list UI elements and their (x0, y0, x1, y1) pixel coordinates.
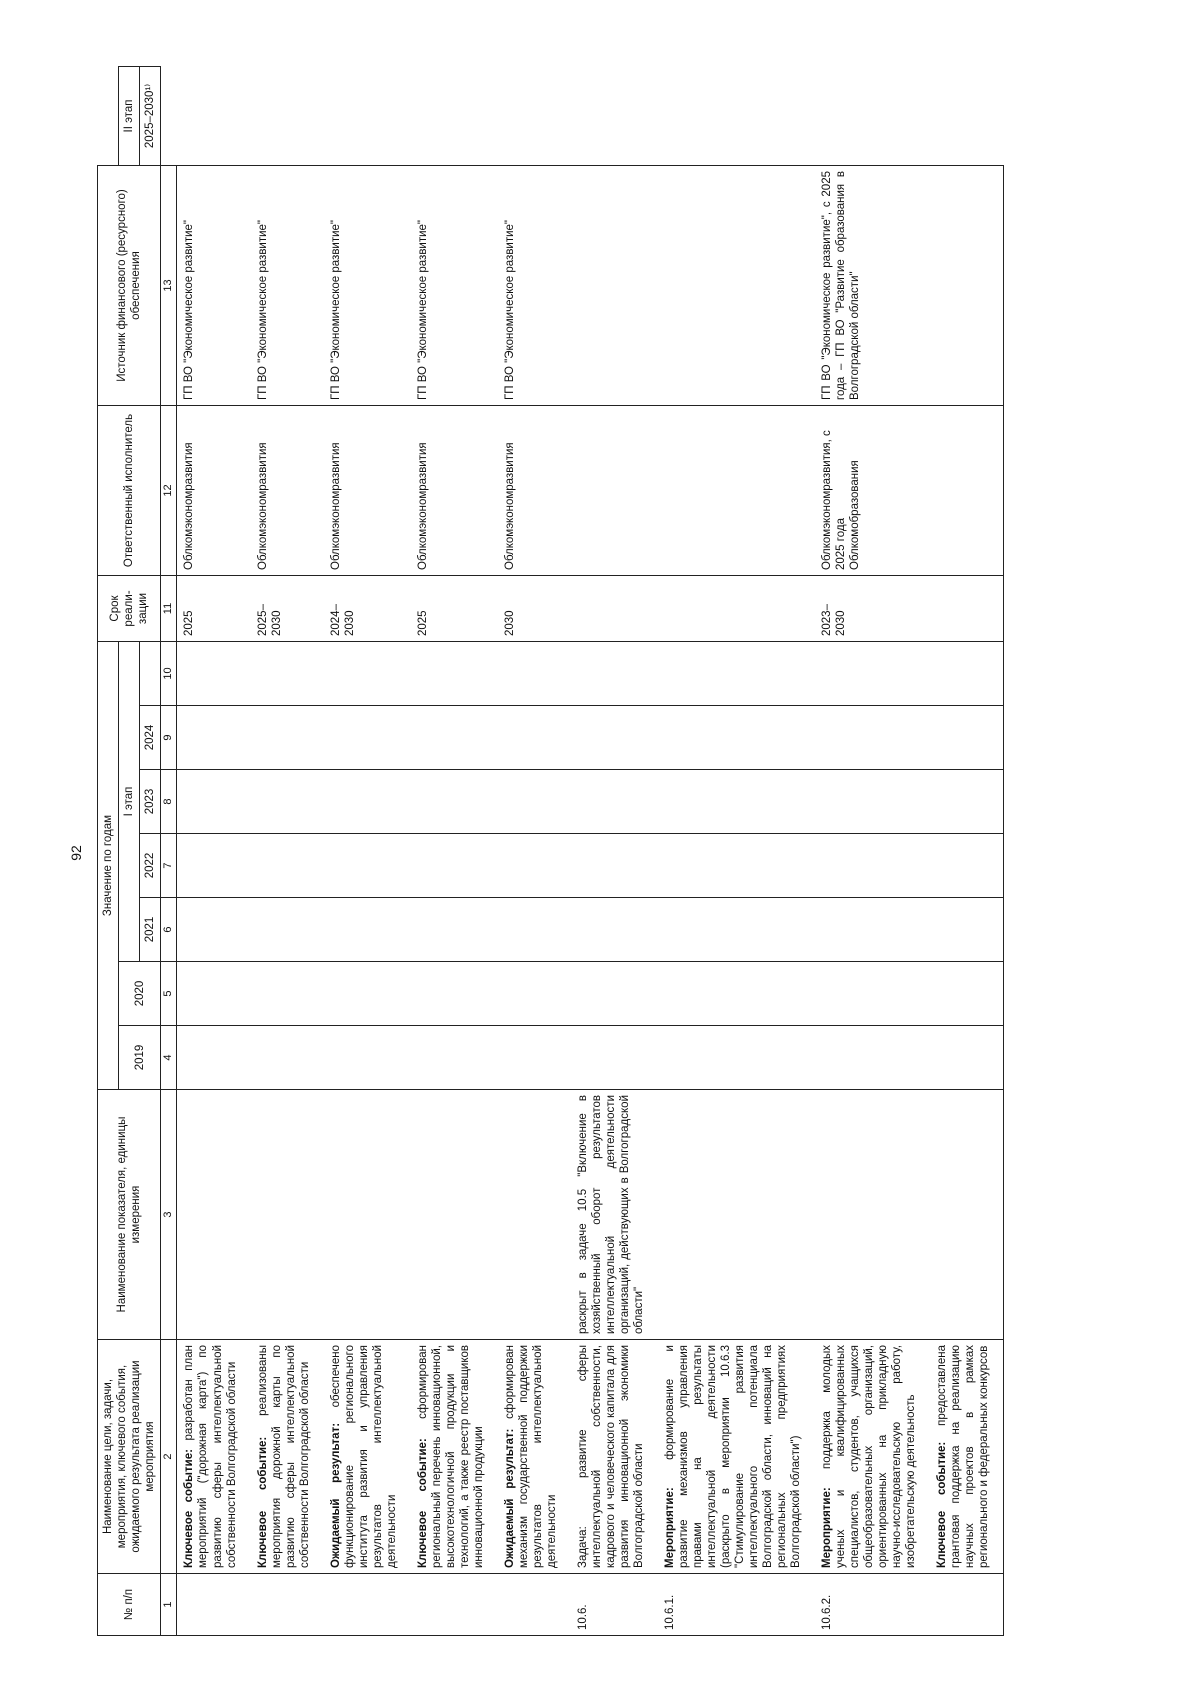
column-number: 10 (161, 642, 177, 706)
table-row (411, 67, 498, 1636)
row-term: 2024–2030 (324, 576, 411, 642)
row-description (658, 1340, 815, 1574)
row-label: Ключевое событие: (936, 1441, 949, 1568)
header-name: Наименование цели, задачи, мероприятия, ключевого события, ожидаемого результата реализации мероприятия (98, 1340, 161, 1574)
value-cell (498, 834, 571, 898)
value-cell (411, 642, 498, 706)
row-number (251, 1574, 324, 1636)
row-description (177, 1340, 251, 1574)
value-cell (324, 962, 411, 1026)
row-label: Ключевое событие: (416, 1438, 429, 1568)
value-cell (658, 1026, 815, 1090)
table-header (98, 67, 177, 1636)
row-description (815, 1340, 930, 1574)
value-cell (324, 1026, 411, 1090)
value-cell (324, 898, 411, 962)
value-cell (571, 642, 658, 706)
header-number: № п/п (98, 1574, 161, 1636)
header-year-2021: 2021 (140, 898, 161, 962)
value-cell (658, 834, 815, 898)
header-source: Источник финансового (ресурсного) обеспечения (98, 166, 161, 406)
value-cell (815, 642, 930, 706)
row-text: обеспечено функционирование регионального института развития и управления результатов интеллектуальной деятельности (329, 1345, 398, 1568)
row-executor (658, 406, 815, 576)
value-cell (177, 706, 251, 770)
row-term (658, 576, 815, 642)
row-text: формирование и развитие механизмов управления правами на результаты интеллектуальной деятельности (раскрыто в мероприятии 10.6.3 "Стимулирование развития интеллектуального потенциала Волгоградской области, инноваций на региональных предприятиях Волгоградской области") (663, 1345, 803, 1568)
value-cell (930, 642, 1004, 706)
table-body (177, 67, 1004, 1636)
value-cell (498, 898, 571, 962)
column-number: 6 (161, 898, 177, 962)
row-indicator (498, 1090, 571, 1340)
row-number (177, 1574, 251, 1636)
header-year-2023: 2023 (140, 770, 161, 834)
value-cell (498, 770, 571, 834)
row-text: Задача: развитие сферы интеллектуальной собственности, кадрового и человеческого капитала для развития инновационной экономики Волгоградской области (576, 1345, 645, 1568)
value-cell (324, 834, 411, 898)
row-label: Мероприятие: (821, 1487, 834, 1568)
column-number: 5 (161, 962, 177, 1026)
row-indicator (411, 1090, 498, 1340)
value-cell (815, 1026, 930, 1090)
value-cell (815, 706, 930, 770)
value-cell (251, 898, 324, 962)
row-source: ГП ВО "Экономическое развитие" (411, 166, 498, 406)
value-cell (498, 642, 571, 706)
row-source: ГП ВО "Экономическое развитие" (498, 166, 571, 406)
row-text: сформирован механизм государственной поддержки результатов интеллектуальной деятельности (503, 1344, 558, 1568)
row-label: Ключевое событие: (256, 1436, 269, 1568)
value-cell (251, 834, 324, 898)
header-values-group: Значение по годам (98, 642, 119, 1090)
value-cell (177, 770, 251, 834)
value-cell (930, 962, 1004, 1026)
row-term: 2023–2030 (815, 576, 930, 642)
table-row (930, 67, 1004, 1636)
row-text: реализованы мероприятия дорожной карты по развитию сферы интеллектуальной собственности Волгоградской области (256, 1345, 311, 1568)
value-cell (930, 1026, 1004, 1090)
row-text: сформирован региональный перечень инновационной, высокотехнологичной продукции и технологий, а также реестр поставщиков инновационной продукции (416, 1345, 485, 1568)
row-number: 10.6.2. (815, 1574, 930, 1636)
row-number (498, 1574, 571, 1636)
row-source: ГП ВО "Экономическое развитие", с 2025 года – ГП ВО "Развитие образования в Волгоградской области" (815, 166, 930, 406)
row-source: ГП ВО "Экономическое развитие" (251, 166, 324, 406)
value-cell (324, 706, 411, 770)
row-term: 2025 (177, 576, 251, 642)
value-cell (177, 834, 251, 898)
value-cell (177, 898, 251, 962)
row-source: ГП ВО "Экономическое развитие" (177, 166, 251, 406)
row-term: 2030 (498, 576, 571, 642)
row-description (498, 1340, 571, 1574)
row-source (571, 166, 658, 406)
row-label: Мероприятие: (663, 1487, 676, 1568)
header-year-2025-2030: 2025–2030¹⁾ (140, 67, 161, 166)
row-indicator (177, 1090, 251, 1340)
value-cell (411, 770, 498, 834)
row-number (411, 1574, 498, 1636)
value-cell (411, 1026, 498, 1090)
row-text: поддержка молодых ученых и квалифицированных специалистов, студентов, учащихся общеобразовательных организаций, ориентированных на прикладную научно-исследовательскую работу, изобретательскую деятельность (821, 1345, 918, 1568)
row-term: 2025 (411, 576, 498, 642)
header-year-2020: 2020 (119, 962, 161, 1026)
header-stage-1: I этап (119, 642, 140, 962)
row-term (571, 576, 658, 642)
column-number: 11 (161, 576, 177, 642)
row-source: ГП ВО "Экономическое развитие" (324, 166, 411, 406)
column-number: 3 (161, 1090, 177, 1340)
column-numbers-row (161, 67, 177, 1636)
row-source (930, 166, 1004, 406)
header-year-2019: 2019 (119, 1026, 161, 1090)
value-cell (815, 898, 930, 962)
value-cell (815, 834, 930, 898)
value-cell (658, 962, 815, 1026)
column-number: 9 (161, 706, 177, 770)
table-row (324, 67, 411, 1636)
row-number (324, 1574, 411, 1636)
column-number: 12 (161, 406, 177, 576)
value-cell (930, 898, 1004, 962)
value-cell (571, 706, 658, 770)
value-cell (411, 898, 498, 962)
value-cell (177, 1026, 251, 1090)
row-indicator: раскрыт в задаче 10.5 "Включение в хозяйственный оборот результатов интеллектуальной деятельности организаций, действующих в Волгоградской области" (571, 1090, 658, 1340)
header-stage-2: II этап (119, 67, 140, 166)
header-blank-stage (140, 642, 161, 706)
value-cell (498, 962, 571, 1026)
value-cell (815, 962, 930, 1026)
row-text: разработан план мероприятий ("дорожная карта") по развитию сферы интеллектуальной собственности Волгоградской области (183, 1345, 238, 1568)
row-indicator (658, 1090, 815, 1340)
value-cell (324, 642, 411, 706)
value-cell (251, 642, 324, 706)
value-cell (411, 962, 498, 1026)
row-description (251, 1340, 324, 1574)
row-label: Ожидаемый результат: (503, 1428, 516, 1568)
table-row (498, 67, 571, 1636)
header-year-2024: 2024 (140, 706, 161, 770)
value-cell (571, 1026, 658, 1090)
header-indicator: Наименование показателя, единицы измерения (98, 1090, 161, 1340)
value-cell (571, 834, 658, 898)
value-cell (251, 1026, 324, 1090)
table-row (251, 67, 324, 1636)
value-cell (251, 706, 324, 770)
row-label: Ключевое событие: (183, 1449, 196, 1568)
value-cell (571, 962, 658, 1026)
table-row (571, 67, 658, 1636)
column-number: 2 (161, 1340, 177, 1574)
row-executor: Облкомэкономразвития (251, 406, 324, 576)
row-text: предоставлена грантовая поддержка на реализацию научных проектов в рамках регионального и федеральных конкурсов (936, 1345, 991, 1568)
row-executor (930, 406, 1004, 576)
row-number: 10.6. (571, 1574, 658, 1636)
value-cell (411, 834, 498, 898)
value-cell (177, 642, 251, 706)
value-cell (930, 834, 1004, 898)
column-number: 1 (161, 1574, 177, 1636)
row-executor: Облкомэкономразвития (324, 406, 411, 576)
row-label: Ожидаемый результат: (329, 1422, 342, 1568)
row-number: 10.6.1. (658, 1574, 815, 1636)
row-indicator (324, 1090, 411, 1340)
value-cell (658, 642, 815, 706)
row-description (930, 1340, 1004, 1574)
row-number (930, 1574, 1004, 1636)
header-executor: Ответственный исполнитель (98, 406, 161, 576)
program-table (97, 66, 1004, 1636)
column-number: 7 (161, 834, 177, 898)
table-row (815, 67, 930, 1636)
value-cell (411, 706, 498, 770)
value-cell (324, 770, 411, 834)
value-cell (498, 706, 571, 770)
value-cell (930, 706, 1004, 770)
value-cell (658, 706, 815, 770)
table-row (658, 67, 815, 1636)
row-indicator (815, 1090, 930, 1340)
header-year-2022: 2022 (140, 834, 161, 898)
value-cell (571, 898, 658, 962)
value-cell (571, 770, 658, 834)
row-description (324, 1340, 411, 1574)
value-cell (930, 770, 1004, 834)
row-source (658, 166, 815, 406)
row-description (571, 1340, 658, 1574)
row-executor: Облкомэкономразвития, с 2025 года Облкомобразования (815, 406, 930, 576)
value-cell (251, 770, 324, 834)
column-number: 8 (161, 770, 177, 834)
value-cell (177, 962, 251, 1026)
header-term: Срок реали-зации (98, 576, 161, 642)
column-number: 4 (161, 1026, 177, 1090)
row-term: 2025–2030 (251, 576, 324, 642)
column-number: 13 (161, 166, 177, 406)
value-cell (658, 898, 815, 962)
row-description (411, 1340, 498, 1574)
value-cell (815, 770, 930, 834)
page-number: 92 (68, 845, 84, 861)
row-executor (571, 406, 658, 576)
row-executor: Облкомэкономразвития (411, 406, 498, 576)
row-executor: Облкомэкономразвития (177, 406, 251, 576)
value-cell (498, 1026, 571, 1090)
value-cell (658, 770, 815, 834)
row-term (930, 576, 1004, 642)
table-row (177, 67, 251, 1636)
row-indicator (930, 1090, 1004, 1340)
row-executor: Облкомэкономразвития (498, 406, 571, 576)
row-indicator (251, 1090, 324, 1340)
value-cell (251, 962, 324, 1026)
